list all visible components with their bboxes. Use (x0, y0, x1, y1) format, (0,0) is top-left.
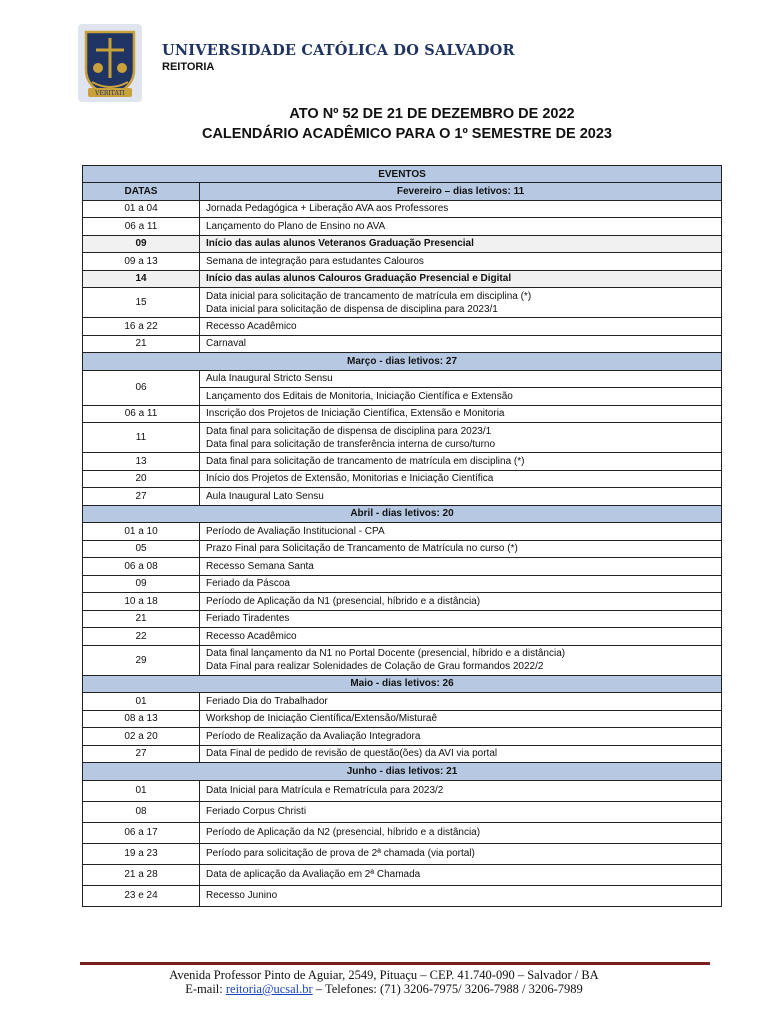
month-header-row (83, 353, 722, 371)
event-line: Carnaval (206, 338, 247, 350)
calendar-row (83, 801, 722, 822)
event-line: Inscrição dos Projetos de Iniciação Científica, Extensão e Monitoria (206, 408, 505, 420)
footer-divider (80, 962, 710, 965)
calendar-row (83, 200, 722, 218)
event-description (200, 780, 722, 801)
event-date: 16 a 22 (83, 318, 200, 336)
footer-contact (0, 982, 768, 997)
event-line: Aula Inaugural Stricto Sensu (206, 373, 333, 385)
event-line: Recesso Acadêmico (206, 630, 297, 642)
event-date: 06 a 11 (83, 405, 200, 423)
event-line: Data inicial para solicitação de trancamento de matrícula em disciplina (*) (206, 290, 532, 302)
event-date: 06 a 11 (83, 218, 200, 236)
event-description (200, 423, 722, 453)
event-date: 22 (83, 628, 200, 646)
calendar-row (83, 593, 722, 611)
event-description (200, 593, 722, 611)
event-line: Data final para solicitação de trancamento de matrícula em disciplina (*) (206, 455, 525, 467)
document-title-line2: CALENDÁRIO ACADÊMICO PARA O 1º SEMESTRE DE 2023 (201, 126, 612, 142)
event-date: 09 a 13 (83, 253, 200, 271)
calendar-row (83, 843, 722, 864)
event-date: 21 a 28 (83, 864, 200, 885)
event-date: 06 a 08 (83, 558, 200, 576)
event-line: Início dos Projetos de Extensão, Monitorias e Iniciação Científica (206, 473, 494, 485)
event-description (200, 843, 722, 864)
event-date: 02 a 20 (83, 728, 200, 746)
month-header: Junho - dias letivos: 21 (83, 763, 722, 781)
event-date: 01 (83, 693, 200, 711)
calendar-row (83, 610, 722, 628)
event-description (200, 218, 722, 236)
calendar-row (83, 864, 722, 885)
month-header-row (83, 763, 722, 781)
month-header: Maio - dias letivos: 26 (83, 675, 722, 693)
event-description (200, 745, 722, 763)
event-date: 21 (83, 610, 200, 628)
event-date: 14 (83, 270, 200, 288)
event-date: 27 (83, 488, 200, 506)
event-line: Recesso Acadêmico (206, 320, 297, 332)
event-description (200, 558, 722, 576)
event-date: 01 a 04 (83, 200, 200, 218)
event-date: 20 (83, 470, 200, 488)
university-name: UNIVERSIDADE CATÓLICA DO SALVADOR (162, 42, 515, 59)
event-line: Data Final para realizar Solenidades de Colação de Grau formandos 2022/2 (206, 661, 544, 672)
event-description (200, 335, 722, 353)
calendar-row (83, 488, 722, 506)
event-description (200, 270, 722, 288)
event-line: Data Inicial para Matrícula e Rematrícula para 2023/2 (206, 785, 444, 796)
event-line: Semana de integração para estudantes Calouros (206, 255, 424, 267)
calendar-row (83, 405, 722, 423)
event-line: Lançamento dos Editais de Monitoria, Iniciação Científica e Extensão (206, 390, 513, 402)
month-header: Abril - dias letivos: 20 (83, 505, 722, 523)
event-date: 06 a 17 (83, 822, 200, 843)
event-line: Data final lançamento da N1 no Portal Docente (presencial, híbrido e a distância) (206, 648, 566, 659)
calendar-row (83, 370, 722, 388)
academic-calendar-table (82, 165, 722, 907)
event-description (200, 693, 722, 711)
event-description (200, 710, 722, 728)
calendar-row (83, 540, 722, 558)
event-description (200, 288, 722, 318)
event-description (200, 822, 722, 843)
event-line: Período para solicitação de prova de 2ª chamada (via portal) (206, 848, 475, 859)
event-line: Período de Avaliação Institucional - CPA (206, 525, 385, 537)
calendar-row (83, 288, 722, 318)
event-date: 01 (83, 780, 200, 801)
event-line: Data Final de pedido de revisão de questão(ões) da AVI via portal (206, 748, 498, 760)
event-line: Recesso Semana Santa (206, 560, 314, 572)
calendar-row (83, 693, 722, 711)
calendar-row (83, 218, 722, 236)
calendar-row (83, 270, 722, 288)
month-header-row (83, 183, 722, 201)
calendar-row (83, 780, 722, 801)
seal-motto: VERITATI (95, 90, 125, 97)
event-description (200, 645, 722, 675)
events-header-row (83, 166, 722, 183)
event-line: Feriado Corpus Christi (206, 806, 307, 817)
calendar-row (83, 645, 722, 675)
footer-phones: – Telefones: (71) 3206-7975/ 3206-7988 / 3206-7989 (312, 982, 583, 996)
footer-address: Avenida Professor Pinto de Aguiar, 2549, Pituaçu – CEP. 41.740-090 – Salvador / BA (169, 968, 599, 982)
event-description (200, 575, 722, 593)
calendar-row (83, 745, 722, 763)
department-name: REITORIA (162, 61, 215, 73)
event-description (200, 200, 722, 218)
calendar-row (83, 822, 722, 843)
event-description (200, 801, 722, 822)
calendar-row (83, 885, 722, 906)
event-date: 21 (83, 335, 200, 353)
calendar-row (83, 470, 722, 488)
event-date: 01 a 10 (83, 523, 200, 541)
event-line: Período de Realização da Avaliação Integradora (206, 730, 421, 742)
footer-email-label: E-mail: (185, 982, 226, 996)
event-line: Recesso Junino (206, 890, 278, 901)
event-description (200, 235, 722, 253)
dates-header: DATAS (83, 183, 200, 201)
calendar-row (83, 523, 722, 541)
event-line: Data final para solicitação de transferência interna de curso/turno (206, 438, 496, 450)
event-date: 15 (83, 288, 200, 318)
event-line: Data final para solicitação de dispensa de disciplina para 2023/1 (206, 425, 492, 437)
event-line: Período de Aplicação da N2 (presencial, híbrido e a distância) (206, 827, 481, 838)
event-date: 11 (83, 423, 200, 453)
calendar-row (83, 318, 722, 336)
event-date: 09 (83, 575, 200, 593)
document-title-line1: ATO Nº 52 DE 21 DE DEZEMBRO DE 2022 (289, 106, 575, 122)
calendar-row (83, 335, 722, 353)
event-date: 13 (83, 453, 200, 471)
event-line: Feriado Tiradentes (206, 613, 290, 625)
month-header-row (83, 675, 722, 693)
event-description (200, 388, 722, 406)
event-description (200, 610, 722, 628)
event-line: Data inicial para solicitação de dispensa de disciplina para 2023/1 (206, 303, 498, 315)
event-description (200, 318, 722, 336)
event-description (200, 253, 722, 271)
event-line: Aula Inaugural Lato Sensu (206, 490, 324, 502)
calendar-row (83, 728, 722, 746)
event-date: 23 e 24 (83, 885, 200, 906)
calendar-row (83, 628, 722, 646)
event-date: 29 (83, 645, 200, 675)
event-line: Período de Aplicação da N1 (presencial, híbrido e a distância) (206, 595, 481, 607)
event-date: 27 (83, 745, 200, 763)
month-header-row (83, 505, 722, 523)
event-description (200, 864, 722, 885)
event-line: Início das aulas alunos Calouros Graduação Presencial e Digital (206, 273, 512, 285)
event-description (200, 540, 722, 558)
event-description (200, 470, 722, 488)
month-header: Fevereiro – dias letivos: 11 (200, 183, 722, 201)
event-line: Jornada Pedagógica + Liberação AVA aos Professores (206, 203, 449, 215)
event-line: Prazo Final para Solicitação de Trancamento de Matrícula no curso (*) (206, 543, 518, 555)
event-date: 05 (83, 540, 200, 558)
calendar-row (83, 575, 722, 593)
event-description (200, 885, 722, 906)
event-description (200, 488, 722, 506)
event-description (200, 523, 722, 541)
calendar-row (83, 453, 722, 471)
event-date: 06 (83, 370, 200, 405)
event-description (200, 453, 722, 471)
calendar-row (83, 710, 722, 728)
events-header: EVENTOS (83, 166, 722, 183)
event-line: Início das aulas alunos Veteranos Graduação Presencial (206, 238, 474, 250)
calendar-row (83, 253, 722, 271)
event-description (200, 628, 722, 646)
footer-email-link[interactable]: reitoria@ucsal.br (225, 982, 313, 996)
university-seal-logo (76, 22, 144, 104)
event-description (200, 405, 722, 423)
calendar-row (83, 235, 722, 253)
calendar-row (83, 423, 722, 453)
event-date: 08 a 13 (83, 710, 200, 728)
event-date: 09 (83, 235, 200, 253)
month-header: Março - dias letivos: 27 (83, 353, 722, 371)
event-line: Workshop de Iniciação Científica/Extensão/Misturaê (206, 713, 438, 725)
event-date: 19 a 23 (83, 843, 200, 864)
event-description (200, 728, 722, 746)
event-line: Feriado Dia do Trabalhador (206, 695, 328, 707)
event-line: Lançamento do Plano de Ensino no AVA (206, 220, 386, 232)
event-line: Feriado da Páscoa (206, 578, 290, 590)
event-date: 08 (83, 801, 200, 822)
event-date: 10 a 18 (83, 593, 200, 611)
event-description (200, 370, 722, 388)
event-line: Data de aplicação da Avaliação em 2ª Chamada (206, 869, 421, 880)
calendar-row (83, 558, 722, 576)
